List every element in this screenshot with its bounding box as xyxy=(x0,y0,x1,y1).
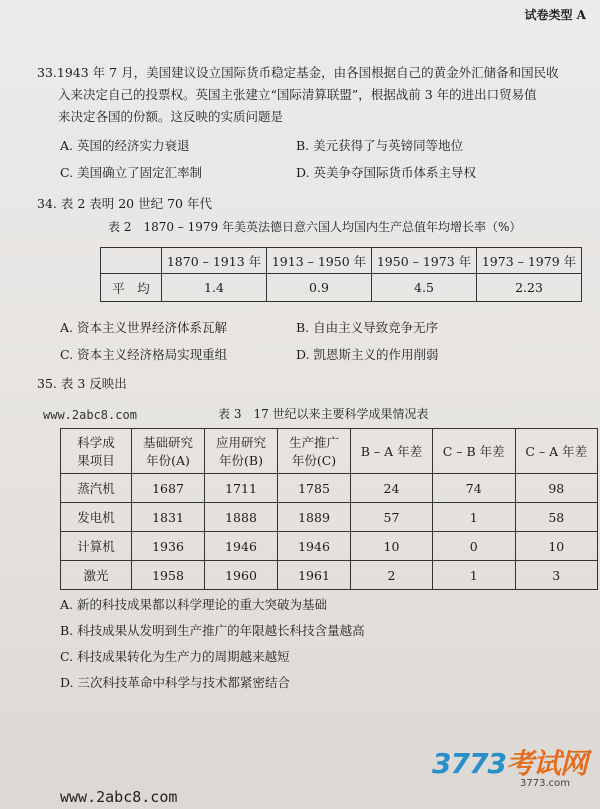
table3-cell: 57 xyxy=(351,503,433,532)
table2 xyxy=(100,247,582,302)
table3-cell: 1946 xyxy=(278,532,351,561)
q35-option-a: A. 新的科技成果都以科学理论的重大突破为基础 xyxy=(60,597,327,612)
table3-cell: 1831 xyxy=(132,503,205,532)
table2-row-average xyxy=(101,274,582,302)
table3-cell: 1 xyxy=(432,561,515,590)
q34-option-a: A. 资本主义世界经济体系瓦解 xyxy=(60,320,227,335)
logo-number: 3773 xyxy=(432,747,506,780)
table3-cell: 0 xyxy=(432,532,515,561)
q33-stem-line1: 33.1943 年 7 月，美国建议设立国际货币稳定基金，由各国根据自己的黄金外汇储备和国民收 xyxy=(37,65,559,80)
table3-caption: 表 3 17 世纪以来主要科学成果情况表 xyxy=(218,407,429,421)
table2-header: 1950 – 1973 年 xyxy=(372,248,477,274)
table3-cell: 蒸汽机 xyxy=(61,474,132,503)
table2-header: 1913 – 1950 年 xyxy=(267,248,372,274)
table3-cell: 1946 xyxy=(205,532,278,561)
table3-row xyxy=(61,474,598,503)
table2-row-label: 平 均 xyxy=(101,274,162,302)
table3-cell: 3 xyxy=(515,561,597,590)
table3-header: 应用研究 年份(B) xyxy=(205,429,278,474)
table3-cell: 74 xyxy=(432,474,515,503)
q34-option-c: C. 资本主义经济格局实现重组 xyxy=(60,347,228,362)
q34-option-b: B. 自由主义导致竞争无序 xyxy=(296,320,439,335)
table3-cell: 24 xyxy=(351,474,433,503)
table3-cell: 2 xyxy=(351,561,433,590)
table2-caption: 表 2 1870 – 1979 年美英法德日意六国人均国内生产总值年均增长率（%） xyxy=(108,220,522,234)
table2-header: 1870 – 1913 年 xyxy=(162,248,267,274)
q33-option-d: D. 英美争夺国际货币体系主导权 xyxy=(296,165,477,180)
table3-cell: 1936 xyxy=(132,532,205,561)
q33-option-c: C. 美国确立了固定汇率制 xyxy=(60,165,203,180)
table3-header: 基础研究 年份(A) xyxy=(132,429,205,474)
table2-header: 1973 – 1979 年 xyxy=(477,248,582,274)
table3-cell: 98 xyxy=(515,474,597,503)
logo-url-watermark: 3773.com xyxy=(520,778,570,789)
table3-header: 生产推广 年份(C) xyxy=(278,429,351,474)
table3-cell: 10 xyxy=(515,532,597,561)
table3-row xyxy=(61,561,598,590)
q34-stem: 34. 表 2 表明 20 世纪 70 年代 xyxy=(37,196,212,211)
table2-corner-cell xyxy=(101,248,162,274)
q33-option-b: B. 美元获得了与英镑同等地位 xyxy=(296,138,464,153)
table3-cell: 发电机 xyxy=(61,503,132,532)
q33-stem-line2: 入来决定自己的投票权。英国主张建立“国际清算联盟”，根据战前 3 年的进出口贸易值 xyxy=(58,87,537,102)
table3-cell: 1888 xyxy=(205,503,278,532)
table3-cell: 1961 xyxy=(278,561,351,590)
table2-cell: 2.23 xyxy=(477,274,582,302)
paper-type-label: 试卷类型 A xyxy=(524,8,586,22)
table3-cell: 1711 xyxy=(205,474,278,503)
logo-text: 考试网 xyxy=(505,747,587,780)
table3-header-row xyxy=(61,429,598,474)
table2-cell: 1.4 xyxy=(162,274,267,302)
table3-cell: 激光 xyxy=(61,561,132,590)
table3-header: 科学成 果项目 xyxy=(61,429,132,474)
q33-stem-line3: 来决定各国的份额。这反映的实质问题是 xyxy=(58,109,284,124)
table3-cell: 10 xyxy=(351,532,433,561)
watermark-url: www.2abc8.com xyxy=(43,408,137,422)
q35-option-c: C. 科技成果转化为生产力的周期越来越短 xyxy=(60,649,290,664)
table2-cell: 0.9 xyxy=(267,274,372,302)
table3-row xyxy=(61,532,598,561)
table3-header: C – A 年差 xyxy=(515,429,597,474)
table3-cell: 计算机 xyxy=(61,532,132,561)
table3-cell: 1958 xyxy=(132,561,205,590)
table3-cell: 1889 xyxy=(278,503,351,532)
table3-cell: 1 xyxy=(432,503,515,532)
bottom-url-watermark: www.2abc8.com xyxy=(60,788,178,806)
q35-option-b: B. 科技成果从发明到生产推广的年限越长科技含量越高 xyxy=(60,623,365,638)
table3-cell: 1960 xyxy=(205,561,278,590)
q33-option-a: A. 英国的经济实力衰退 xyxy=(60,138,190,153)
table3-row xyxy=(61,503,598,532)
site-logo-watermark xyxy=(432,742,587,782)
table3-header: B – A 年差 xyxy=(351,429,433,474)
q35-stem: 35. 表 3 反映出 xyxy=(37,376,127,391)
table3-header: C – B 年差 xyxy=(432,429,515,474)
q34-option-d: D. 凯恩斯主义的作用削弱 xyxy=(296,347,439,362)
q35-option-d: D. 三次科技革命中科学与技术都紧密结合 xyxy=(60,675,291,690)
table3-cell: 1687 xyxy=(132,474,205,503)
table2-cell: 4.5 xyxy=(372,274,477,302)
table3 xyxy=(60,428,598,590)
table3-cell: 1785 xyxy=(278,474,351,503)
table3-cell: 58 xyxy=(515,503,597,532)
table2-header-row xyxy=(101,248,582,274)
